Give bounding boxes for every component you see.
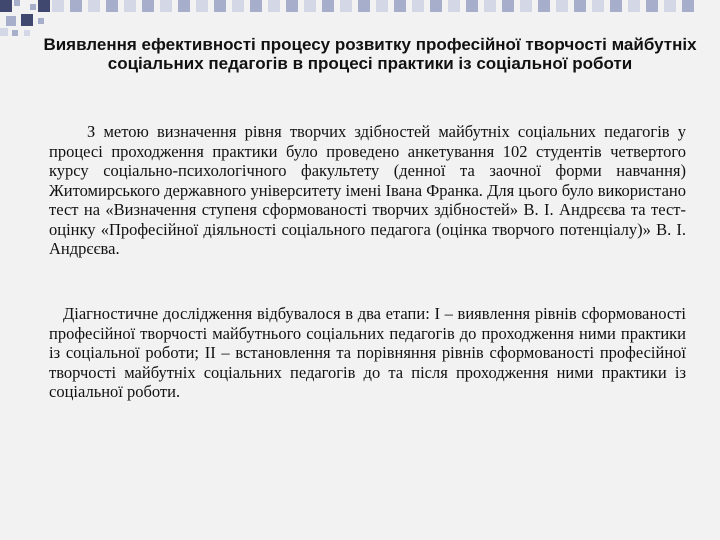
- decorative-square: [358, 0, 370, 12]
- decorative-square: [232, 0, 244, 12]
- decorative-square: [286, 0, 298, 12]
- header-decoration: [0, 0, 720, 40]
- paragraph-stages: Діагностичне дослідження відбувалося в два етапи: І – виявлення рівнів сформованості професійної творчості майбутнього соціальних педагогів до проходження ними практики із соціальної роботи; ІІ – встановлення та порівняння рівнів сформованості професійної творчості майбутніх соціальних педагогів до та після проходження ними практики із соціальної роботи.: [49, 304, 686, 401]
- decorative-square: [160, 0, 172, 12]
- decorative-square: [448, 0, 460, 12]
- decorative-square: [592, 0, 604, 12]
- decorative-square: [196, 0, 208, 12]
- decorative-square: [304, 0, 316, 12]
- decorative-square: [538, 0, 550, 12]
- decorative-square: [520, 0, 532, 12]
- decorative-square: [38, 0, 50, 12]
- decorative-square: [610, 0, 622, 12]
- decorative-square: [664, 0, 676, 12]
- decorative-square: [340, 0, 352, 12]
- decorative-square: [466, 0, 478, 12]
- decorative-square: [214, 0, 226, 12]
- decorative-square: [106, 0, 118, 12]
- decorative-square: [502, 0, 514, 12]
- decorative-square: [268, 0, 280, 12]
- decorative-square: [556, 0, 568, 12]
- slide-title: Виявлення ефективності процесу розвитку професійної творчості майбутніх соціальних педагогів в процесі практики із соціальної роботи: [43, 35, 697, 73]
- decorative-square: [6, 16, 16, 26]
- decorative-square: [322, 0, 334, 12]
- decorative-square: [646, 0, 658, 12]
- decorative-square: [38, 18, 44, 24]
- decorative-square: [0, 0, 12, 12]
- decorative-square: [24, 30, 30, 36]
- decorative-square: [124, 0, 136, 12]
- decorative-square: [12, 30, 18, 36]
- paragraph-methodology: З метою визначення рівня творчих здібностей майбутніх соціальних педагогів у процесі проходження практики було проведено анкетування 102 студентів четвертого курсу соціально-психологічного факультету (денної та заочної форми навчання) Житомирського державного університету імені Івана Франка. Для цього було використано тест на «Визначення ступеня сформованості творчих здібностей» В. І. Андрєєва та тест-оцінку «Професійної діяльності соціального педагога (оцінка творчого потенціалу)» В. І. Андрєєва.: [49, 122, 686, 258]
- decorative-square: [250, 0, 262, 12]
- decorative-square: [412, 0, 424, 12]
- decorative-square: [430, 0, 442, 12]
- decorative-square: [52, 0, 64, 12]
- decorative-square: [178, 0, 190, 12]
- decorative-square: [394, 0, 406, 12]
- decorative-square: [682, 0, 694, 12]
- decorative-square: [70, 0, 82, 12]
- decorative-square: [574, 0, 586, 12]
- decorative-square: [484, 0, 496, 12]
- decorative-square: [14, 0, 20, 6]
- decorative-square: [30, 4, 36, 10]
- decorative-square: [21, 14, 33, 26]
- decorative-square: [0, 28, 8, 36]
- decorative-square: [88, 0, 100, 12]
- decorative-square: [376, 0, 388, 12]
- decorative-square: [142, 0, 154, 12]
- decorative-square: [628, 0, 640, 12]
